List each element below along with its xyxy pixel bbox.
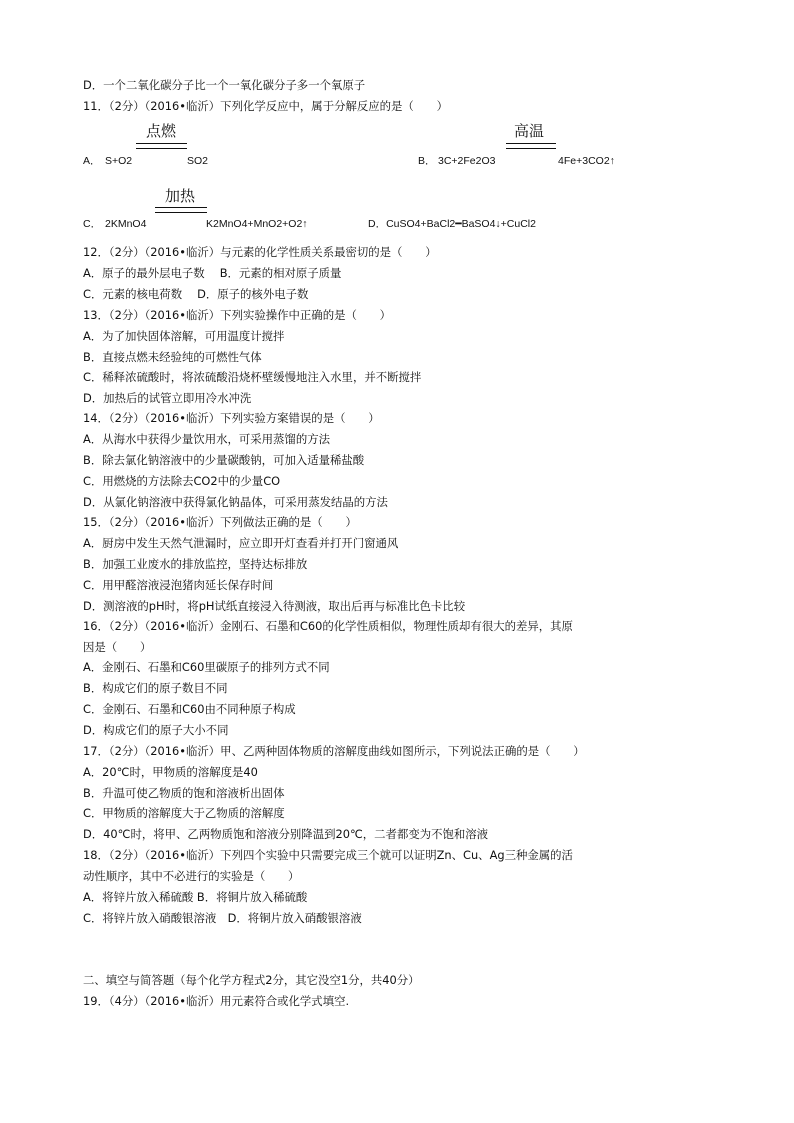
q16-stem-line1: 16．（2分）（2016•临沂）金刚石、石墨和C60的化学性质相似，物理性质却有很大的差异，其原 bbox=[83, 619, 573, 633]
q13-option-a: A．为了加快固体溶解，可用温度计搅拌 bbox=[83, 329, 285, 343]
q10-option-d: D．一个二氧化碳分子比一个一氧化碳分子多一个氧原子 bbox=[83, 78, 366, 92]
q14-option-d: D．从氯化钠溶液中获得氯化钠晶体，可采用蒸发结晶的方法 bbox=[83, 495, 388, 509]
q11-c-equals-sign bbox=[155, 207, 207, 213]
q18-stem-line2: 动性顺序，其中不必进行的实验是（ ） bbox=[83, 869, 300, 883]
q11-a-reactants: S+O2 bbox=[105, 155, 133, 167]
q11-c-reactants: 2KMnO4 bbox=[105, 218, 147, 230]
q11-a-condition: 点燃 bbox=[146, 122, 177, 140]
q15-option-c: C．用甲醛溶液浸泡猪肉延长保存时间 bbox=[83, 578, 274, 592]
q13-option-c: C．稀释浓硫酸时，将浓硫酸沿烧杯壁缓慢地注入水里，并不断搅拌 bbox=[83, 370, 422, 384]
q11-c-products: K2MnO4+MnO2+O2↑ bbox=[206, 218, 308, 230]
q18-options-cd: C．将锌片放入硝酸银溶液 D．将铜片放入硝酸银溶液 bbox=[83, 911, 362, 925]
q11-b-condition: 高温 bbox=[514, 122, 545, 140]
q12-stem: 12．（2分）（2016•临沂）与元素的化学性质关系最密切的是（ ） bbox=[83, 245, 437, 259]
q17-option-d: D．40℃时，将甲、乙两物质饱和溶液分别降温到20℃，二者都变为不饱和溶液 bbox=[83, 827, 489, 841]
q15-stem: 15．（2分）（2016•临沂）下列做法正确的是（ ） bbox=[83, 515, 357, 529]
q16-option-a: A．金刚石、石墨和C60里碳原子的排列方式不同 bbox=[83, 660, 330, 674]
q12-options-cd: C．元素的核电荷数 D．原子的核外电子数 bbox=[83, 287, 309, 301]
q15-option-b: B．加强工业废水的排放监控，坚持达标排放 bbox=[83, 557, 308, 571]
q17-option-c: C．甲物质的溶解度大于乙物质的溶解度 bbox=[83, 806, 285, 820]
q11-b-label: B． bbox=[418, 155, 436, 167]
q11-b-products: 4Fe+3CO2↑ bbox=[558, 155, 615, 167]
q13-option-b: B．直接点燃未经验纯的可燃性气体 bbox=[83, 350, 262, 364]
q18-options-ab: A．将锌片放入稀硫酸 B．将铜片放入稀硫酸 bbox=[83, 890, 308, 904]
q11-d-equation: D．CuSO4+BaCl2━BaSO4↓+CuCl2 bbox=[368, 218, 536, 230]
q11-a-products: SO2 bbox=[187, 155, 209, 167]
section2-heading: 二、填空与简答题（每个化学方程式2分，其它没空1分，共40分） bbox=[83, 973, 420, 987]
q11-a-equals-sign bbox=[136, 143, 187, 149]
q14-option-a: A．从海水中获得少量饮用水，可采用蒸馏的方法 bbox=[83, 432, 330, 446]
q11-a-label: A． bbox=[83, 155, 101, 167]
q11-c-label: C． bbox=[83, 218, 102, 230]
q16-option-b: B．构成它们的原子数目不同 bbox=[83, 681, 228, 695]
q16-option-d: D．构成它们的原子大小不同 bbox=[83, 723, 229, 737]
q11-stem: 11．（2分）（2016•临沂）下列化学反应中，属于分解反应的是（ ） bbox=[83, 99, 448, 113]
q14-option-c: C．用燃烧的方法除去CO2中的少量CO bbox=[83, 474, 281, 488]
q14-option-b: B．除去氯化钠溶液中的少量碳酸钠，可加入适量稀盐酸 bbox=[83, 453, 365, 467]
q16-option-c: C．金刚石、石墨和C60由不同种原子构成 bbox=[83, 702, 296, 716]
q17-option-a: A．20℃时，甲物质的溶解度是40 bbox=[83, 765, 258, 779]
q13-stem: 13．（2分）（2016•临沂）下列实验操作中正确的是（ ） bbox=[83, 308, 392, 322]
q15-option-d: D．测溶液的pH时，将pH试纸直接浸入待测液，取出后再与标准比色卡比较 bbox=[83, 599, 466, 613]
q11-b-equals-sign bbox=[506, 143, 556, 149]
q11-c-condition: 加热 bbox=[165, 187, 196, 205]
q14-stem: 14．（2分）（2016•临沂）下列实验方案错误的是（ ） bbox=[83, 411, 380, 425]
q15-option-a: A．厨房中发生天然气泄漏时，应立即开灯查看并打开门窗通风 bbox=[83, 536, 399, 550]
q11-b-reactants: 3C+2Fe2O3 bbox=[438, 155, 496, 167]
q17-stem: 17．（2分）（2016•临沂）甲、乙两种固体物质的溶解度曲线如图所示，下列说法正确的是（ ） bbox=[83, 744, 585, 758]
q19-stem: 19．（4分）（2016•临沂）用元素符合或化学式填空. bbox=[83, 994, 350, 1008]
q12-options-ab: A．原子的最外层电子数 B．元素的相对原子质量 bbox=[83, 266, 342, 280]
q13-option-d: D．加热后的试管立即用冷水冲洗 bbox=[83, 391, 252, 405]
q17-option-b: B．升温可使乙物质的饱和溶液析出固体 bbox=[83, 786, 285, 800]
q18-stem-line1: 18．（2分）（2016•临沂）下列四个实验中只需要完成三个就可以证明Zn、Cu、Ag三种金属的活 bbox=[83, 848, 573, 862]
q16-stem-line2: 因是（ ） bbox=[83, 640, 152, 654]
